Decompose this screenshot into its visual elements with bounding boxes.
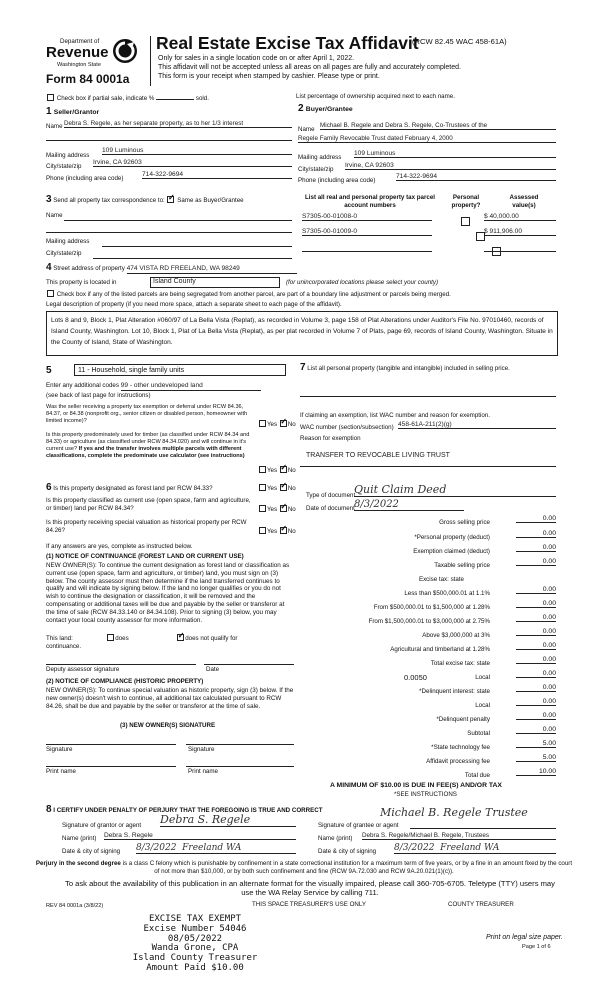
seller-city-field[interactable]: Irvine, CA 92603 bbox=[93, 159, 292, 167]
calc-value[interactable]: 0.00 bbox=[516, 600, 556, 608]
calc-label: Total excise tax: state bbox=[430, 660, 490, 667]
partial-sale-checkbox[interactable] bbox=[47, 94, 54, 101]
street-row: 4 Street address of property 474 VISTA RD FREELAND, WA 98249 bbox=[46, 264, 566, 274]
buyer-phone-field[interactable]: 714-322-9694 bbox=[396, 173, 556, 181]
parcel-number-field[interactable]: S7305-00-01008-0 bbox=[302, 213, 432, 221]
parcel-number-field[interactable] bbox=[302, 251, 432, 252]
located-label: This property is located in bbox=[46, 279, 117, 286]
seller-phone-field[interactable]: 714-322-9694 bbox=[142, 171, 292, 179]
signature-label: Signature bbox=[188, 746, 215, 753]
subtitle-2: This affidavit will not be accepted unless all areas on all pages are fully and accurately completed. bbox=[158, 64, 461, 71]
seller-name-field[interactable]: Debra S. Regele, as her separate property, as to her 1/3 interest bbox=[64, 120, 292, 128]
sec3-name-field[interactable] bbox=[64, 220, 292, 221]
sec3-mailing-field[interactable] bbox=[102, 246, 292, 247]
calc-value[interactable]: 5.00 bbox=[516, 740, 556, 748]
personal-property-checkbox[interactable] bbox=[461, 217, 470, 226]
seller-phone-label: Phone (including area code) bbox=[46, 175, 124, 182]
state-label: Washington State bbox=[57, 62, 101, 68]
ifany-note: If any answers are yes, complete as instructed below. bbox=[46, 543, 193, 550]
timber-question: Is this property predominately used for timber (as classified under RCW 84.34 and 84.33) or agriculture (as classified under RCW 84.34.020) and will continue in it's current use? If yes and the transfer involves multiple parcels with different classifications, complete the predominate use calculator (see instructions) bbox=[46, 432, 250, 459]
grantor-signature-field[interactable]: Debra S. Regele bbox=[160, 813, 296, 827]
notice-compliance-body: NEW OWNER(S): To continue special valuation as historic property, sign (3) below. If the new owner(s) doesn't wish to continue, all additional tax calculated pursuant to RCW 84.26, shall be due and payable by the seller or transferor at the time of sale. bbox=[46, 687, 294, 710]
stamp-line: Amount Paid $10.00 bbox=[146, 962, 244, 973]
page-title: Real Estate Excise Tax Affidavit bbox=[156, 33, 419, 53]
form-number: Form 84 0001a bbox=[46, 72, 130, 86]
sec3-row: 3 Send all property tax correspondence to: ✓ Same as Buyer/Grantee bbox=[46, 196, 294, 205]
sold-label: sold. bbox=[195, 95, 209, 102]
grantee-name-label: Name (print) bbox=[318, 835, 353, 842]
page-number: Page 1 of 6 bbox=[522, 944, 551, 950]
forest-no-checkbox[interactable] bbox=[280, 484, 287, 491]
historic-question: Is this property receiving special valuation as historical property per RCW 84.26? bbox=[46, 519, 247, 534]
calc-value[interactable]: 0.00 bbox=[516, 628, 556, 636]
grantor-date-label: Date & city of signing bbox=[62, 848, 121, 855]
calc-label: From $500,000.01 to $1,500,000 at 1.28% bbox=[373, 604, 490, 611]
pct-list-note: List percentage of ownership acquired next to each name. bbox=[296, 93, 455, 100]
forest-yes-checkbox[interactable] bbox=[259, 484, 266, 491]
revenue-label: Revenue bbox=[46, 44, 109, 61]
calc-value[interactable]: 0.00 bbox=[516, 544, 556, 552]
assessed-col-header: Assessed value(s) bbox=[509, 194, 539, 209]
timber-yes-checkbox[interactable] bbox=[259, 466, 266, 473]
segregation-checkbox[interactable] bbox=[47, 290, 54, 297]
doc-date-label: Date of document bbox=[306, 505, 355, 512]
forest-question: 6 Is this property designated as forest land per RCW 84.33? bbox=[46, 482, 213, 493]
legal-label: Legal description of property (if you need more space, attach a separate sheet to each page of the affidavit). bbox=[46, 301, 342, 308]
calc-value[interactable]: 0.00 bbox=[516, 726, 556, 734]
historic-yes-checkbox[interactable] bbox=[259, 527, 266, 534]
calc-label: Subtotal bbox=[467, 730, 490, 737]
sec3-mailing-label: Mailing address bbox=[46, 238, 90, 245]
notice-compliance-title: (2) NOTICE OF COMPLIANCE (HISTORIC PROPERTY) bbox=[46, 678, 204, 685]
see-instructions-note: *SEE INSTRUCTIONS bbox=[394, 791, 457, 798]
buyer-city-label: City/state/zip bbox=[298, 166, 334, 173]
calc-label: Excise tax: state bbox=[418, 576, 464, 583]
calc-label: Local bbox=[475, 702, 490, 709]
subtitle-3: This form is your receipt when stamped by cashier. Please type or print. bbox=[158, 73, 380, 80]
calc-value[interactable]: 10.00 bbox=[516, 768, 556, 776]
buyer-city-field[interactable]: Irvine, CA 92603 bbox=[345, 162, 556, 170]
sec3-city-field[interactable] bbox=[93, 258, 292, 259]
calc-value[interactable]: 0.00 bbox=[516, 656, 556, 664]
print-name-label: Print name bbox=[188, 768, 218, 775]
assessed-value-field[interactable]: $ 911,906.00 bbox=[484, 228, 556, 236]
grantor-name-field[interactable]: Debra S. Regele bbox=[104, 832, 296, 840]
personal-property-row: 7 List all personal property (tangible and intangible) included in selling price. bbox=[300, 362, 510, 373]
segregation-row: Check box if any of the listed parcels are being segregated from another parcel, are part of a boundary line adjustment or parcels being merged. bbox=[46, 290, 586, 299]
land-use-select[interactable]: 11 - Household, single family units bbox=[74, 364, 286, 376]
rcw-reference: (RCW 82.45 WAC 458-61A) bbox=[412, 37, 507, 46]
assessed-value-field[interactable]: $ 40,000.00 bbox=[484, 213, 556, 221]
owner-signature-field[interactable] bbox=[46, 744, 176, 745]
personal-prop-col-header: Personal property? bbox=[451, 194, 481, 209]
deputy-date-label: Date bbox=[206, 666, 220, 673]
exemption-yes-checkbox[interactable] bbox=[259, 420, 266, 427]
buyer-mailing-field[interactable]: 109 Luminous bbox=[354, 150, 556, 158]
notice-continuance-title: (1) NOTICE OF CONTINUANCE (FOREST LAND OR CURRENT USE) bbox=[46, 553, 244, 560]
dept-label: Department of bbox=[60, 38, 100, 45]
calc-value[interactable]: 0.00 bbox=[516, 712, 556, 720]
partial-pct-field[interactable] bbox=[156, 99, 194, 100]
doc-type-label: Type of document bbox=[306, 492, 356, 499]
buyer-name-field-1[interactable]: Michael B. Regele and Debra S. Regele, Co-Trustees of the bbox=[320, 122, 556, 130]
calc-value[interactable]: 0.00 bbox=[516, 684, 556, 692]
assessed-value-field[interactable] bbox=[484, 251, 556, 252]
seller-heading: 1 Seller/Grantor bbox=[46, 106, 100, 117]
deputy-date-field[interactable] bbox=[204, 664, 294, 665]
buyer-mailing-label: Mailing address bbox=[298, 154, 342, 161]
grantee-sig-label: Signature of grantee or agent bbox=[318, 822, 399, 829]
calc-label: From $1,500,000.01 to $3,000,000 at 2.75% bbox=[368, 618, 490, 625]
seller-name-label: Name bbox=[46, 123, 63, 130]
seller-mailing-field[interactable]: 109 Luminous bbox=[102, 147, 292, 155]
signature-label: Signature bbox=[46, 746, 73, 753]
calc-label: Affidavit processing fee bbox=[426, 758, 490, 765]
calc-value[interactable]: 0.00 bbox=[516, 530, 556, 538]
calc-value[interactable]: 0.00 bbox=[516, 670, 556, 678]
grantee-date-label: Date & city of signing bbox=[318, 848, 377, 855]
exemption-no-checkbox[interactable] bbox=[280, 420, 287, 427]
historic-yes-no: Yes ✓ No bbox=[258, 527, 296, 536]
sec5-num: 5 bbox=[46, 365, 52, 376]
does-qualify-checkbox[interactable] bbox=[107, 634, 114, 641]
stamp-line: EXCISE TAX EXEMPT bbox=[148, 914, 242, 924]
grantor-date-field[interactable]: 8/3/2022 Freeland WA bbox=[136, 843, 296, 854]
calc-label: Less than $500,000.01 at 1.1% bbox=[404, 590, 490, 597]
county-select[interactable]: Island County bbox=[150, 277, 280, 288]
calc-value[interactable]: 0.00 bbox=[516, 614, 556, 622]
calc-label: Taxable selling price bbox=[434, 562, 490, 569]
deputy-label: Deputy assessor signature bbox=[46, 666, 120, 673]
see-back-note: (see back of last page for instructions) bbox=[46, 392, 151, 399]
calc-label: *Personal property (deduct) bbox=[414, 534, 490, 541]
codes-row: Enter any additional codes 99 - other undeveloped land bbox=[46, 382, 296, 391]
deputy-signature-field[interactable] bbox=[46, 664, 196, 665]
calc-label: Total due bbox=[464, 772, 490, 779]
reason-label: Reason for exemption bbox=[300, 435, 361, 442]
calc-label: *Delinquent interest: state bbox=[419, 688, 490, 695]
buyer-name-field-2[interactable]: Regele Family Revocable Trust dated February 4, 2000 bbox=[298, 135, 556, 143]
treasurer-stamp bbox=[130, 915, 260, 974]
current-use-yes-no: Yes ✓ No bbox=[258, 505, 296, 514]
additional-codes-field[interactable]: 99 - other undeveloped land bbox=[121, 382, 261, 391]
new-owner-title: (3) NEW OWNER(S) SIGNATURE bbox=[120, 722, 216, 729]
personal-property-field[interactable] bbox=[300, 396, 556, 397]
stamp-line: 08/05/2022 bbox=[167, 933, 223, 944]
sec3-city-label: City/state/zip bbox=[46, 250, 82, 257]
reason-field[interactable]: TRANSFER TO REVOCABLE LIVING TRUST bbox=[306, 452, 450, 459]
parcels-col-header: List all real and personal property tax parcel account numbers bbox=[305, 194, 435, 209]
wac-label: WAC number (section/subsection) bbox=[300, 424, 394, 431]
partial-sale-label: Check box if partial sale, indicate % bbox=[56, 95, 155, 102]
buyer-phone-label: Phone (including area code) bbox=[298, 177, 376, 184]
exempt-label: If claiming an exemption, list WAC number and reason for exemption. bbox=[300, 412, 490, 419]
calc-label: *State technology fee bbox=[431, 744, 490, 751]
county-treasurer-label: COUNTY TREASURER bbox=[448, 901, 514, 908]
buyer-heading: 2 Buyer/Grantee bbox=[298, 103, 353, 114]
grantee-signature-field[interactable]: Michael B. Regele Trustee bbox=[380, 806, 528, 819]
certify-row: 8 I CERTIFY UNDER PENALTY OF PERJURY THAT THE FOREGOING IS TRUE AND CORRECT bbox=[46, 804, 323, 815]
calc-value[interactable]: 0.00 bbox=[516, 558, 556, 566]
calc-value[interactable]: 0.00 bbox=[516, 642, 556, 650]
perjury-notice: Perjury in the second degree is a class C felony which is punishable by confinement in a state correctional institution for a maximum term of five years, or by a fine in an amount fixed by the court of not more than $10,000, or by both such confinement and fine (RCW 9A.72.030 and RCW 9A.20.021(1)(c)). bbox=[35, 860, 573, 875]
continuance-label: continuance. bbox=[46, 643, 82, 650]
treasurer-use-label: THIS SPACE TREASURER'S USE ONLY bbox=[252, 901, 366, 908]
seller-city-label: City/state/zip bbox=[46, 163, 82, 170]
unincorp-note: (for unincorporated locations please select your county) bbox=[286, 279, 439, 286]
legal-size-note: Print on legal size paper. bbox=[486, 934, 563, 941]
seller-mailing-label: Mailing address bbox=[46, 152, 90, 159]
stamp-line: Island County Treasurer bbox=[132, 953, 258, 964]
local-rate: 0.0050 bbox=[404, 673, 427, 682]
calc-label: *Delinquent penalty bbox=[436, 716, 490, 723]
minimum-note: A MINIMUM OF $10.00 IS DUE IN FEE(S) AND/OR TAX bbox=[330, 782, 502, 789]
calc-label: Local bbox=[475, 674, 490, 681]
stamp-line: Wanda Grone, CPA bbox=[151, 943, 239, 954]
revision-label: REV 84 0001a (3/8/22) bbox=[46, 903, 104, 909]
does-not-qualify-checkbox[interactable] bbox=[177, 634, 184, 641]
print-name-label: Print name bbox=[46, 768, 76, 775]
current-use-question: Is this property classified as current use (open space, farm and agriculture, or timber) land per RCW 84.34? bbox=[46, 497, 251, 512]
exemption-yes-no: Yes ✓ No bbox=[258, 420, 296, 429]
subtitle-1: Only for sales in a single location code on or after April 1, 2022. bbox=[158, 55, 355, 62]
sec3-name-label: Name bbox=[46, 212, 63, 219]
notice-continuance-body: NEW OWNER(S): To continue the current designation as forest land or classification as current use (open space, farm and agriculture, or timber) land, you must sign on (3) below. The county assessor must then determine if the land transferred continues to qualify and will indicate by signing below. If the land no longer qualifies or you do not wish to continue the designation or classification, it will be removed and the compensating or additional taxes will be due and payable by the seller or transferor at the time of sale (RCW 84.33.140 or 84.34.108). Prior to signing (3) below, you may contact your local county assessor for more information. bbox=[46, 562, 290, 624]
exemption-question: Was the seller receiving a property tax exemption or deferral under RCW 84.36, 84.37, or 84.38 (nonprofit org., senior citizen or disabled person, homeowner with limited income)? bbox=[46, 404, 248, 424]
timber-yes-no: Yes ✓ No bbox=[258, 466, 296, 475]
calc-label: Agricultural and timberland at 1.28% bbox=[390, 646, 490, 653]
owner-print-field[interactable] bbox=[186, 766, 294, 767]
historic-no-checkbox[interactable] bbox=[280, 527, 287, 534]
grantee-name-field[interactable]: Debra S. Regele/Michael B. Regele, Trustees bbox=[362, 832, 556, 840]
grantor-name-label: Name (print) bbox=[62, 835, 97, 842]
current-use-no-checkbox[interactable] bbox=[280, 505, 287, 512]
this-land-row: This land: does ✓ does not qualify for bbox=[46, 634, 294, 643]
grantor-sig-label: Signature of grantor or agent bbox=[62, 822, 142, 829]
same-as-buyer-checkbox[interactable] bbox=[167, 196, 174, 203]
calc-label: Above $3,000,000 at 3% bbox=[422, 632, 490, 639]
forest-yes-no: Yes ✓ No bbox=[258, 484, 296, 493]
calc-label: Exemption claimed (deduct) bbox=[413, 548, 490, 555]
timber-no-checkbox[interactable] bbox=[280, 466, 287, 473]
calc-label: Gross selling price bbox=[439, 519, 490, 526]
doc-type-field[interactable]: Quit Claim Deed bbox=[354, 483, 556, 497]
stamp-line: Excise Number 54046 bbox=[143, 923, 247, 934]
calc-value[interactable]: 5.00 bbox=[516, 754, 556, 762]
calc-value[interactable]: 0.00 bbox=[516, 515, 556, 523]
owner-print-field[interactable] bbox=[46, 766, 176, 767]
calc-value[interactable]: 0.00 bbox=[516, 586, 556, 594]
wac-field[interactable]: 458-61A-211(2)(g) bbox=[398, 421, 556, 429]
parcel-number-field[interactable]: S7305-00-01009-0 bbox=[302, 228, 432, 236]
owner-signature-field[interactable] bbox=[186, 744, 294, 745]
alternate-format-note: To ask about the availability of this publication in an alternate format for the visually impaired, please call 360-705-6705. Teletype (TTY) users may use the WA Relay Service by calling 711. bbox=[65, 879, 555, 897]
doc-date-field[interactable]: 8/3/2022 bbox=[354, 499, 464, 511]
partial-sale-row bbox=[46, 94, 296, 103]
current-use-yes-checkbox[interactable] bbox=[259, 505, 266, 512]
street-address-field[interactable]: 474 VISTA RD FREELAND, WA 98249 bbox=[127, 265, 297, 274]
buyer-name-label: Name bbox=[298, 126, 315, 133]
legal-description-field[interactable]: Lots 8 and 9, Block 1, Plat Alteration #060/97 of La Bella Vista (Replat), as recorded in Volume 3, page 158 of Plat Alterations under Auditor's File No. 97010460, records of Island County, Washington. Lot 10, Block 1, Plat of La Bella Vista (Replat), as per plat recorded in Volume 7 of Plats, page 69, records of Island County, Washington. Situate in the County of Island, State of Washington. bbox=[46, 311, 558, 356]
calc-value[interactable]: 0.00 bbox=[516, 698, 556, 706]
revenue-emblem-icon bbox=[112, 38, 138, 64]
grantee-date-field[interactable]: 8/3/2022 Freeland WA bbox=[394, 843, 556, 854]
